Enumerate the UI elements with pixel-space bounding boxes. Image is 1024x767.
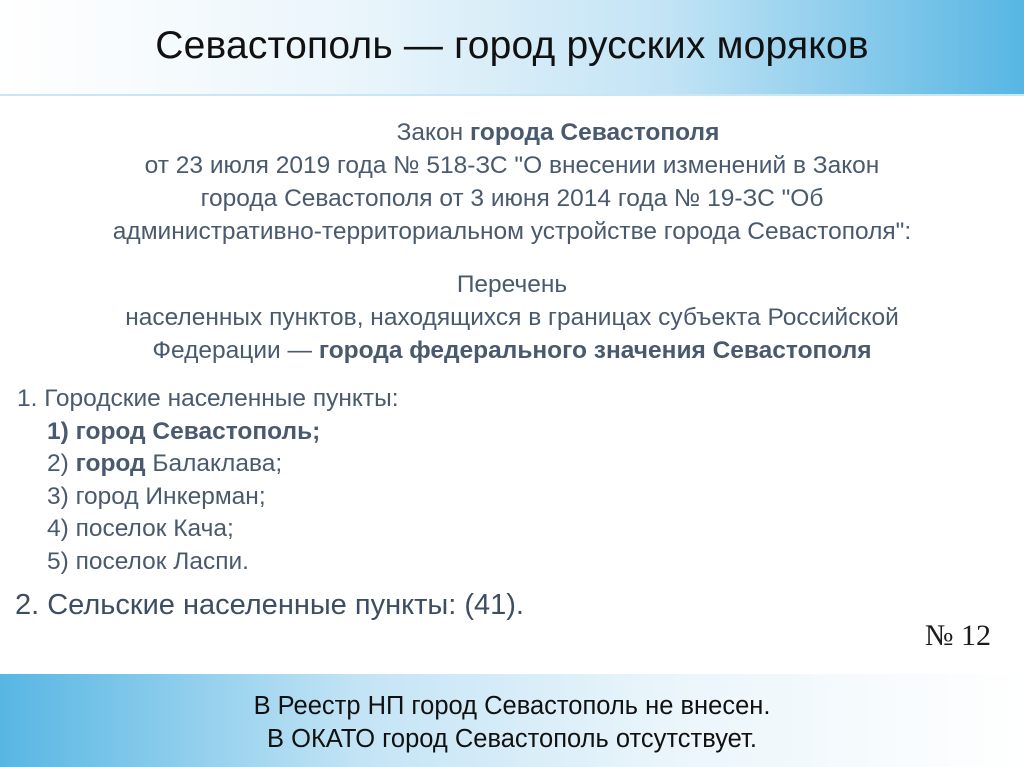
rural-settlements-heading: 2. Сельские населенные пункты: (41).	[15, 589, 524, 621]
list-item: 3) город Инкерман;	[47, 482, 266, 510]
list-item-prefix: 2)	[47, 450, 76, 477]
list-intro-line-1: Перечень	[456, 271, 568, 298]
list-item: 5) поселок Ласпи.	[47, 547, 249, 575]
list-item: 4) поселок Кача;	[47, 515, 234, 542]
list-intro	[0, 268, 1024, 367]
list-intro-line-3	[0, 334, 1024, 367]
footer-note	[0, 690, 1024, 756]
slide-title: Севастополь — город русских моряков	[155, 24, 869, 67]
list-item-bold: 1) город Севастополь;	[47, 417, 321, 445]
list-item	[17, 448, 399, 481]
law-city-bold: города Севастополя	[469, 119, 720, 146]
law-line-2: от 23 июля 2019 года № 518-ЗС "О внесении изменений в Закон	[144, 152, 880, 179]
urban-settlements-section	[17, 383, 399, 578]
footer-line-2: В ОКАТО город Севастополь отсутствует.	[267, 725, 757, 753]
urban-settlements-heading: 1. Городские населенные пункты:	[17, 385, 399, 412]
list-item	[17, 416, 399, 449]
list-item-rest: Балаклава;	[145, 450, 283, 477]
footer-bar	[0, 674, 1024, 767]
law-prefix: Закон	[396, 119, 470, 146]
list-intro-line-2: населенных пунктов, находящихся в границах субъекта Российской	[125, 304, 899, 331]
list-item-bold: город	[75, 450, 146, 477]
list-intro-bold: города федерального значения Севастополя	[318, 337, 872, 364]
footer-line-1: В Реестр НП город Севастополь не внесен.	[253, 692, 771, 720]
slide-number: № 12	[924, 619, 991, 652]
law-line-3: города Севастополя от 3 июня 2014 года № 19-ЗС "Об	[200, 185, 824, 212]
law-line-1	[0, 116, 1024, 149]
list-intro-prefix: Федерации —	[152, 337, 319, 364]
law-reference	[0, 116, 1024, 248]
law-line-4: административно-территориальном устройстве города Севастополя":	[112, 218, 912, 245]
header-bar	[0, 0, 1024, 96]
